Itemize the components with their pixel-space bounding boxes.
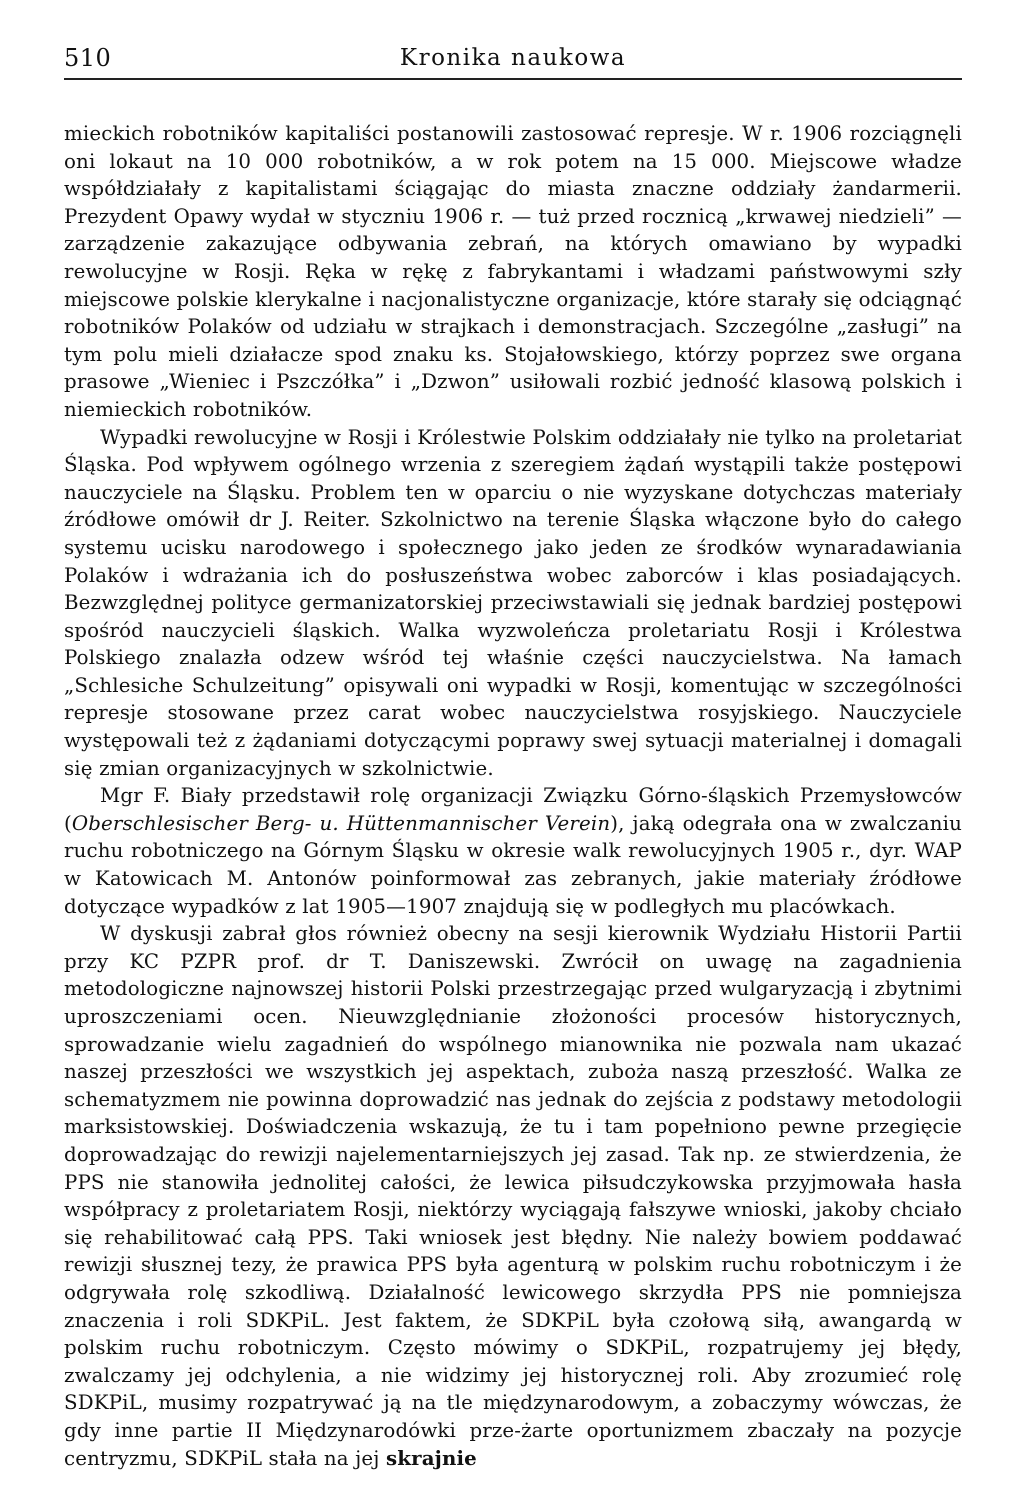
page-header	[64, 38, 962, 80]
paragraph-4-bold-word: skrajnie	[386, 1445, 477, 1470]
page-number: 510	[64, 44, 112, 72]
paragraph-4-text: W dyskusji zabrał głos również obecny na sesji kierownik Wydziału Historii Partii przy KC PZPR prof. dr T. Daniszewski. Zwrócił on uwagę na zagadnienia metodologiczne najnowszej historii Polski przestrzegając przed wulgaryzacją i zbytnimi uproszczeniami ocen. Nieuwzględnianie złożoności procesów historycznych, sprowadzanie wielu zagadnień do wspólnego mianownika nie pozwala nam ukazać naszej przeszłości we wszystkich jej aspektach, zuboża naszą przeszłość. Walka ze schematyzmem nie powinna doprowadzić nas jednak do zejścia z podstawy metodologii marksistowskiej. Doświadczenia wskazują, że tu i tam popełniono pewne przegięcie doprowadzając do rewizji najelementarniejszych jej zasad. Tak np. ze stwierdzenia, że PPS nie stanowiła jednolitej całości, że lewica piłsudczykowska przyjmowała hasła współpracy z proletariatem Rosji, niektórzy wyciągają fałszywe wnioski, jakoby chciało się rehabilitować całą PPS. Taki wniosek jest błędny. Nie należy bowiem poddawać rewizji słusznej tezy, że prawica PPS była agenturą w polskim ruchu robotniczym i że odgrywała rolę szkodliwą. Działalność lewicowego skrzydła PPS nie pomniejsza znaczenia i roli SDKPiL. Jest faktem, że SDKPiL była czołową siłą, awangardą w polskim ruchu robotniczym. Często mówimy o SDKPiL, rozpatrujemy jej błędy, zwalczamy jej odchylenia, a nie widzimy jej historycznej roli. Aby zrozumieć rolę SDKPiL, musimy rozpatrywać ją na tle międzynarodowym, a zobaczymy wówczas, że gdy inne partie II Międzynarodówki prze-żarte oportunizmem zbaczały na pozycje centryzmu, SDKPiL stała na jej	[64, 922, 962, 1470]
paragraph-1: mieckich robotników kapitaliści postanowili zastosować represje. W r. 1906 rozciągnęli oni lokaut na 10 000 robotników, a w rok potem na 15 000. Miejscowe władze współdziałały z kapitalistami ściągając do miasta znaczne oddziały żandarmerii. Prezydent Opawy wydał w styczniu 1906 r. — tuż przed rocznicą „krwawej niedzieli” — zarządzenie zakazujące odbywania zebrań, na których omawiano by wypadki rewolucyjne w Rosji. Ręka w rękę z fabrykantami i władzami państwowymi szły miejscowe polskie klerykalne i nacjonalistyczne organizacje, które starały się odciągnąć robotników Polaków od udziału w strajkach i demonstracjach. Szczególne „zasługi” na tym polu mieli działacze spod znaku ks. Stojałowskiego, którzy poprzez swe organa prasowe „Wieniec i Pszczółka” i „Dzwon” usiłowali rozbić jedność klasową polskich i niemieckich robotników.	[64, 122, 962, 421]
running-title: Kronika naukowa	[399, 45, 627, 71]
document-page	[64, 38, 962, 1472]
paragraph-4	[64, 920, 962, 1472]
paragraph-3-text-end: ), jaką odegrała ona w zwalczaniu ruchu robotniczego na Górnym Śląsku w okresie walk rewolucyjnych 1905 r., dyr. WAP w Katowicach M. Antonów poinformował zas zebranych, jakie materiały źródłowe dotyczące wypadków z lat 1905—1907 znajdują się w podległych mu placówkach.	[64, 811, 962, 918]
organization-name-italic: Oberschlesischer Berg- u. Hüttenmannischer Verein	[71, 811, 611, 835]
body-text	[64, 120, 962, 1472]
paragraph-2: Wypadki rewolucyjne w Rosji i Królestwie Polskim oddziałały nie tylko na proletariat Śląska. Pod wpływem ogólnego wrzenia z szeregiem żądań wystąpili także postępowi nauczyciele na Śląsku. Problem ten w oparciu o nie wyzyskane dotychczas materiały źródłowe omówił dr J. Reiter. Szkolnictwo na terenie Śląska włączone było do całego systemu ucisku narodowego i społecznego jako jeden ze środków wynaradawiania Polaków i wdrażania ich do posłuszeństwa wobec zaborców i klas posiadających. Bezwzględnej polityce germanizatorskiej przeciwstawiali się jednak bardziej postępowi spośród nauczycieli śląskich. Walka wyzwoleńcza proletariatu Rosji i Królestwa Polskiego znalazła odzew wśród tej właśnie części nauczycielstwa. Na łamach „Schlesiche Schulzeitung” opisywali oni wypadki w Rosji, komentując w szczególności represje stosowane przez carat wobec nauczycielstwa rosyjskiego. Nauczyciele występowali też z żądaniami dotyczącymi poprawy swej sytuacji materialnej i domagali się zmian organizacyjnych w szkolnictwie.	[64, 425, 962, 780]
paragraph-3	[64, 782, 962, 920]
paragraph-3-text-start: Mgr F. Biały przedstawił rolę organizacji Związku Górno-śląskich Przemysłowców (	[64, 784, 962, 835]
